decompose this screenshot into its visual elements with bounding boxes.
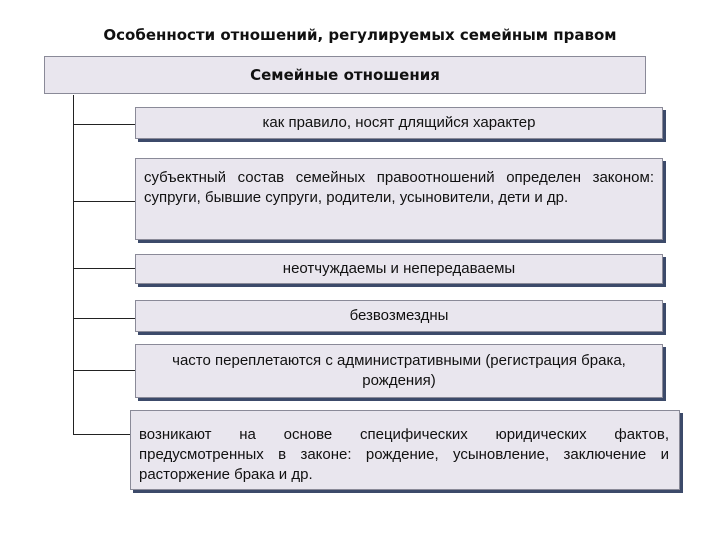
feature-node-gratuitous: безвозмездны (135, 300, 663, 332)
connector-branch-2 (73, 201, 135, 202)
feature-node-inalienable: неотчуждаемы и непередаваемы (135, 254, 663, 284)
connector-branch-1 (73, 124, 135, 125)
connector-branch-3 (73, 268, 135, 269)
connector-branch-5 (73, 370, 135, 371)
feature-node-duration: как правило, носят длящийся характер (135, 107, 663, 139)
feature-node-legal-facts: возникают на основе специфических юридических фактов, предусмотренных в законе: рождение, усыновление, заключение и расторжение брака и др. (130, 410, 680, 490)
connector-branch-6 (73, 434, 130, 435)
connector-trunk (73, 95, 74, 435)
root-node: Семейные отношения (44, 56, 646, 94)
connector-branch-4 (73, 318, 135, 319)
diagram-title: Особенности отношений, регулируемых семейным правом (103, 26, 617, 44)
feature-node-administrative: часто переплетаются с административными (регистрация брака, рождения) (135, 344, 663, 398)
feature-node-subjects: субъектный состав семейных правоотношений определен законом: супруги, бывшие супруги, родители, усыновители, дети и др. (135, 158, 663, 240)
